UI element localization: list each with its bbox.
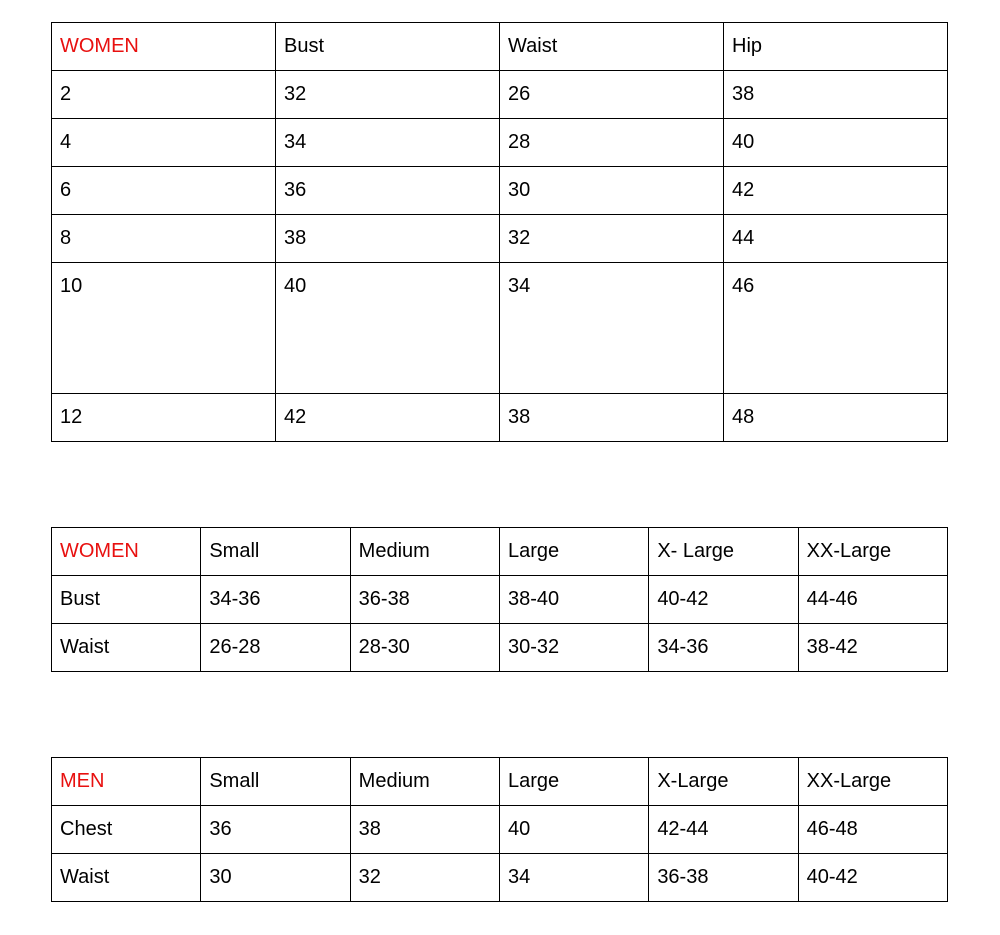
table-cell: 42 xyxy=(724,167,948,215)
table-cell: 46 xyxy=(724,263,948,394)
table-cell: 34 xyxy=(500,263,724,394)
table-cell: 34-36 xyxy=(201,576,350,624)
table-header-cell: X- Large xyxy=(649,528,798,576)
table-cell: Waist xyxy=(52,624,201,672)
table-cell: 30-32 xyxy=(499,624,648,672)
table-cell: 12 xyxy=(52,394,276,442)
table-cell: Bust xyxy=(52,576,201,624)
table-cell: 28 xyxy=(500,119,724,167)
table-cell: 10 xyxy=(52,263,276,394)
table-header-cell: WOMEN xyxy=(52,23,276,71)
table-header-cell: XX-Large xyxy=(798,758,947,806)
table-row xyxy=(52,576,948,624)
table-header-cell: Large xyxy=(499,528,648,576)
table-cell: 30 xyxy=(201,854,350,902)
table-row xyxy=(52,215,948,263)
women-letter-size-table xyxy=(51,527,948,672)
table-header-cell: Small xyxy=(201,528,350,576)
table-cell: 38 xyxy=(500,394,724,442)
table-header-cell: XX-Large xyxy=(798,528,947,576)
table-header-cell: Large xyxy=(499,758,648,806)
table-row xyxy=(52,806,948,854)
table-header-row xyxy=(52,528,948,576)
table-cell: Chest xyxy=(52,806,201,854)
table-cell: 30 xyxy=(500,167,724,215)
table-cell: 34-36 xyxy=(649,624,798,672)
table-header-cell: WOMEN xyxy=(52,528,201,576)
table-cell: 32 xyxy=(276,71,500,119)
table-cell: 36-38 xyxy=(350,576,499,624)
table-cell: Waist xyxy=(52,854,201,902)
table-cell: 26-28 xyxy=(201,624,350,672)
table-cell: 40 xyxy=(499,806,648,854)
table-cell: 38 xyxy=(276,215,500,263)
table-cell: 32 xyxy=(350,854,499,902)
table-cell: 40-42 xyxy=(798,854,947,902)
table-cell: 40 xyxy=(276,263,500,394)
table-row xyxy=(52,624,948,672)
table-header-row xyxy=(52,758,948,806)
table-row xyxy=(52,854,948,902)
table-cell: 40-42 xyxy=(649,576,798,624)
table-cell: 42 xyxy=(276,394,500,442)
table-cell: 36 xyxy=(276,167,500,215)
table-cell: 42-44 xyxy=(649,806,798,854)
table-cell: 36-38 xyxy=(649,854,798,902)
table-header-cell: MEN xyxy=(52,758,201,806)
table-header-cell: Bust xyxy=(276,23,500,71)
table-cell: 44 xyxy=(724,215,948,263)
table-cell: 38-42 xyxy=(798,624,947,672)
table-cell: 46-48 xyxy=(798,806,947,854)
table-cell: 34 xyxy=(499,854,648,902)
table-cell: 38 xyxy=(350,806,499,854)
table-row xyxy=(52,119,948,167)
table-header-row xyxy=(52,23,948,71)
women-numeric-size-table xyxy=(51,22,948,442)
table-header-cell: Small xyxy=(201,758,350,806)
table-cell: 32 xyxy=(500,215,724,263)
table-header-cell: Medium xyxy=(350,528,499,576)
table-cell: 6 xyxy=(52,167,276,215)
table-row xyxy=(52,71,948,119)
table-cell: 28-30 xyxy=(350,624,499,672)
table-row xyxy=(52,263,948,394)
table-cell: 36 xyxy=(201,806,350,854)
table-cell: 38-40 xyxy=(499,576,648,624)
table-cell: 40 xyxy=(724,119,948,167)
table-row xyxy=(52,394,948,442)
table-cell: 2 xyxy=(52,71,276,119)
table-cell: 44-46 xyxy=(798,576,947,624)
table-header-cell: Medium xyxy=(350,758,499,806)
table-row xyxy=(52,167,948,215)
table-header-cell: X-Large xyxy=(649,758,798,806)
table-cell: 38 xyxy=(724,71,948,119)
table-cell: 48 xyxy=(724,394,948,442)
men-size-table xyxy=(51,757,948,902)
table-cell: 4 xyxy=(52,119,276,167)
table-cell: 26 xyxy=(500,71,724,119)
table-header-cell: Hip xyxy=(724,23,948,71)
table-cell: 34 xyxy=(276,119,500,167)
table-header-cell: Waist xyxy=(500,23,724,71)
table-cell: 8 xyxy=(52,215,276,263)
